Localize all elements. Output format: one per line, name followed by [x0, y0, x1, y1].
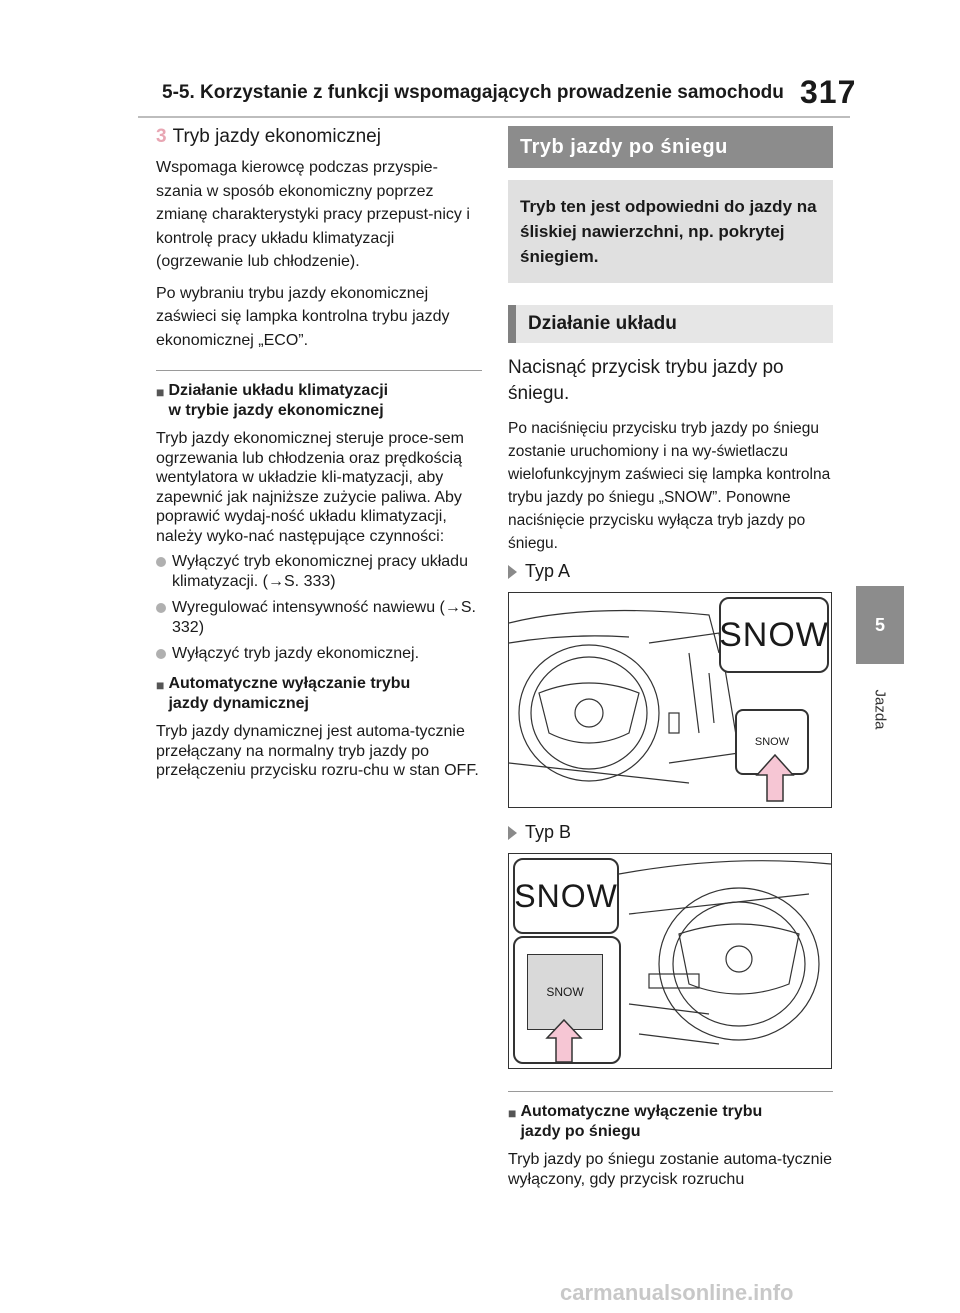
paragraph-snow-off: Tryb jazdy po śniegu zostanie automa-tycznie wyłączony, gdy przycisk rozruchu — [508, 1151, 833, 1188]
list-item — [156, 552, 482, 592]
paragraph-dynamic-off: Tryb jazdy dynamicznej jest automa-tycznie przełączany na normalny tryb jazdy po przełączeniu przycisku rozru-chu w stan OFF. — [156, 723, 479, 779]
list-item-text: Wyłączyć tryb ekonomicznej pracy układu klimatyzacji. (→S. 333) — [172, 553, 468, 590]
arrow-up-icon — [755, 753, 795, 803]
triangle-bullet-icon — [508, 826, 517, 840]
subheading-line-2: jazdy po śniegu — [520, 1123, 641, 1140]
right-column — [508, 126, 833, 1195]
intro-box: Tryb ten jest odpowiedni do jazdy na śliskiej nawierzchni, np. pokrytej śniegiem. — [508, 180, 833, 283]
subheading-line-1: Działanie układu klimatyzacji — [168, 382, 389, 399]
list-item — [156, 644, 482, 664]
figure-type-a — [508, 592, 832, 808]
section-heading — [156, 126, 482, 148]
type-b-text: Typ B — [525, 822, 572, 842]
figure-type-b — [508, 853, 832, 1069]
list-item-text: Wyregulować intensywność nawiewu (→S. 332) — [172, 599, 476, 636]
operation-heading: Działanie układu — [508, 305, 833, 343]
type-b-label — [508, 822, 833, 843]
circle-bullet-icon — [156, 603, 166, 613]
paragraph-eco-description: Wspomaga kierowcę podczas przyspie-szania w sposób ekonomiczny poprzez zmianę charakterystyki pracy przepust-nicy i kontrolę pracy układu klimatyzacji (ogrzewanie lub chłodzenie). — [156, 159, 470, 270]
left-column — [156, 126, 482, 787]
header-divider — [138, 116, 850, 118]
section-number: 3 — [156, 126, 167, 147]
snow-button-small: SNOW — [735, 709, 809, 775]
section-title: Tryb jazdy ekonomicznej — [172, 126, 381, 147]
running-header: 5-5. Korzystanie z funkcji wspomagających prowadzenie samochodu — [162, 82, 784, 103]
subheading-dynamic-off — [156, 674, 482, 714]
circle-bullet-icon — [156, 649, 166, 659]
list-item — [156, 598, 482, 638]
triangle-bullet-icon — [508, 565, 517, 579]
chapter-tab-number: 5 — [856, 586, 904, 664]
subheading-line-1: Automatyczne wyłączanie trybu — [168, 675, 411, 692]
instruction-text: Nacisnąć przycisk trybu jazdy po śniegu. — [508, 357, 784, 404]
subheading-ac-eco — [156, 381, 482, 421]
snow-callout-large-b: SNOW — [513, 858, 619, 934]
subheading-line-2: jazdy dynamicznej — [168, 695, 309, 712]
circle-bullet-icon — [156, 557, 166, 567]
square-bullet-icon: ■ — [508, 1105, 517, 1121]
chapter-tab-label — [856, 674, 904, 744]
paragraph-eco-indicator: Po wybraniu trybu jazdy ekonomicznej zaświeci się lampka kontrolna trybu jazdy ekonomicznej „ECO”. — [156, 284, 450, 349]
page-number: 317 — [800, 74, 857, 110]
square-bullet-icon: ■ — [156, 677, 165, 693]
snow-callout-large: SNOW — [719, 597, 829, 673]
divider — [508, 1091, 833, 1092]
type-a-text: Typ A — [525, 561, 571, 581]
divider — [156, 370, 482, 371]
type-a-label — [508, 561, 833, 582]
watermark: carmanualsonline.info — [560, 1280, 794, 1305]
main-heading: Tryb jazdy po śniegu — [508, 126, 833, 168]
list-item-text: Wyłączyć tryb jazdy ekonomicznej. — [172, 645, 420, 662]
square-bullet-icon: ■ — [156, 384, 165, 400]
arrow-up-icon — [545, 1018, 583, 1064]
description-text: Po naciśnięciu przycisku tryb jazdy po śniegu zostanie uruchomiony i na wy-świetlaczu wielofunkcyjnym zaświeci się lampka kontrolna trybu jazdy po śniegu „SNOW”. Ponowne naciśnięcie przycisku wyłącza tryb jazdy po śniegu. — [508, 420, 831, 552]
subheading-snow-off — [508, 1102, 833, 1142]
subheading-line-2: w trybie jazdy ekonomicznej — [168, 402, 384, 419]
subheading-line-1: Automatyczne wyłączenie trybu — [520, 1103, 763, 1120]
chapter-tab-label-text: Jazda — [871, 688, 889, 730]
snow-button-small-b: SNOW — [527, 954, 603, 1030]
paragraph-ac-eco: Tryb jazdy ekonomicznej steruje proce-sem ogrzewania lub chłodzenia oraz prędkością wentylatora w układzie kli-matyzacji, aby zapewnić jak najniższe zużycie paliwa. Aby poprawić wydaj-ność układu klimatyzacji, należy wyko-nać następujące czynności: — [156, 430, 464, 545]
